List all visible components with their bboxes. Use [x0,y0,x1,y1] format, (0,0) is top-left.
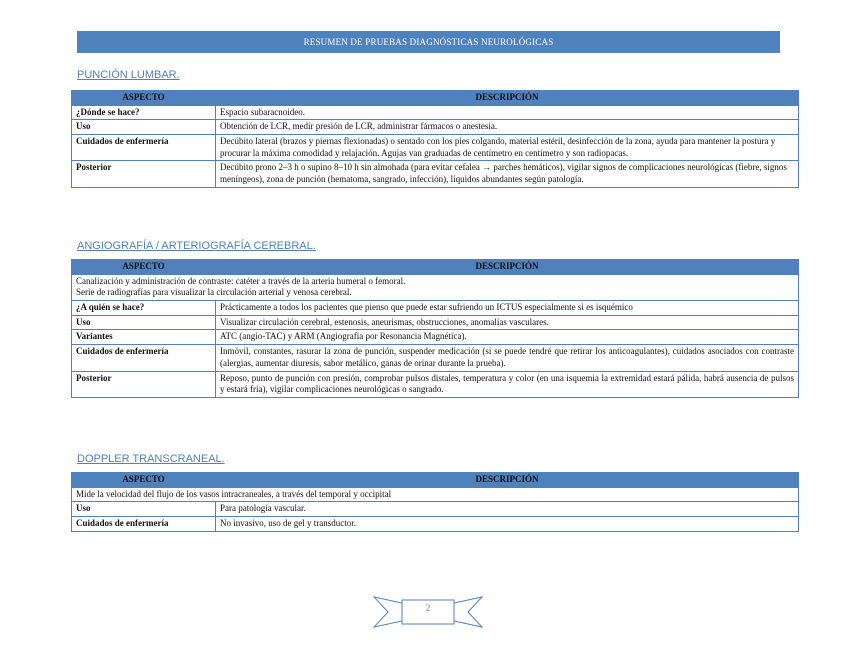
row-value: Prácticamente a todos los pacientes que pienso que puede estar sufriendo un ICTUS especialmente si es isquémico [216,301,799,316]
row-key: Variantes [72,330,216,345]
row-key: Cuidados de enfermería [72,517,216,532]
table-row [72,105,799,120]
table-header-row [72,473,799,488]
row-value: No invasivo, uso de gel y transductor. [216,517,799,532]
table-header-row [72,91,799,106]
header-description: DESCRIPCIÓN [216,91,799,106]
section-heading-doppler: DOPPLER TRANSCRANEAL. [77,453,225,465]
row-key: Cuidados de enfermería [72,135,216,161]
row-key: ¿A quién se hace? [72,301,216,316]
intro-line: Canalización y administración de contraste: catéter a través de la arteria humeral o femoral. [76,275,406,286]
table-header-row [72,260,799,275]
row-value: Obtención de LCR, medir presión de LCR, administrar fármacos o anestesia. [216,120,799,135]
row-key: Uso [72,315,216,330]
row-key: Uso [72,502,216,517]
table-row [72,517,799,532]
table-row [72,345,799,371]
row-key: ¿Dónde se hace? [72,105,216,120]
row-key: Posterior [72,161,216,187]
table-doppler [71,472,799,532]
row-value: Inmóvil, constantes, rasurar la zona de punción, suspender medicación (si se puede tendré que retirar los anticoagulantes), cuidados asociados con contraste (alergias, aumentar diuresis, sabor metálico, ganas de orinar durante la prueba). [216,345,799,371]
document-title: RESUMEN DE PRUEBAS DIAGNÓSTICAS NEUROLÓGICAS [77,31,780,53]
table-row [72,161,799,187]
table-row [72,301,799,316]
row-value: Decúbito prono 2–3 h o supino 8–10 h sin almohada (para evitar cefalea → parches hemáticos), vigilar signos de complicaciones neurológicas (fiebre, signos meníngeos), zona de punción (hematoma, sangrado, infección), líquidos abundantes según patología. [216,161,799,187]
table-row [72,120,799,135]
table-row [72,487,799,502]
section-heading-angio: ANGIOGRAFÍA / ARTERIOGRAFÍA CEREBRAL. [77,240,316,252]
row-value: Decúbito lateral (brazos y piernas flexionadas) o sentado con los pies colgando, material estéril, desinfección de la zona, ayuda para mantener la postura y procurar la máxima comodidad y relajación. Agujas van graduadas de centímetro en centímetro y son radiopacas. [216,135,799,161]
section-heading-puncion: PUNCIÓN LUMBAR. [77,69,180,81]
page-footer [372,595,484,629]
table-row [72,315,799,330]
intro-cell [72,274,799,300]
row-key: Uso [72,120,216,135]
row-value: Espacio subaracnoideo. [216,105,799,120]
intro-line: Serie de radiografías para visualizar la circulación arterial y venosa cerebral. [76,287,352,298]
row-key: Cuidados de enfermería [72,345,216,371]
table-row [72,274,799,300]
table-row [72,502,799,517]
table-row [72,135,799,161]
row-key: Posterior [72,371,216,397]
table-angio [71,259,799,398]
page-number: 2 [425,603,431,613]
header-aspect: ASPECTO [72,473,216,488]
row-value: Reposo, punto de punción con presión, comprobar pulsos distales, temperatura y color (en una isquemia la extremidad estará pálida, habrá ausencia de pulsos y estará fría), vigilar complicaciones neurológicas o sangrado. [216,371,799,397]
row-value: ATC (angio-TAC) y ARM (Angiografía por Resonancia Magnética). [216,330,799,345]
header-description: DESCRIPCIÓN [216,260,799,275]
table-puncion [71,90,799,188]
table-row [72,371,799,397]
header-description: DESCRIPCIÓN [216,473,799,488]
table-row [72,330,799,345]
header-aspect: ASPECTO [72,91,216,106]
header-aspect: ASPECTO [72,260,216,275]
intro-cell: Mide la velocidad del flujo de los vasos intracraneales, a través del temporal y occipital [72,487,799,502]
row-value: Para patología vascular. [216,502,799,517]
row-value: Visualizar circulación cerebral, estenosis, aneurismas, obstrucciones, anomalías vasculares. [216,315,799,330]
